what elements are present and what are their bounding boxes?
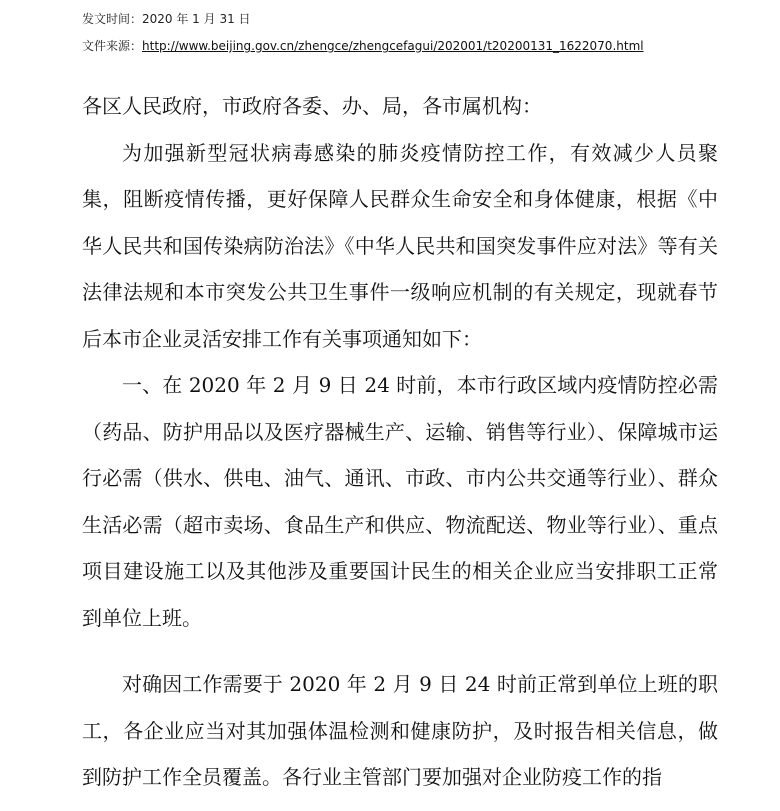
paragraph-intro: 为加强新型冠状病毒感染的肺炎疫情防控工作，有效减少人员聚集，阻断疫情传播，更好保障人民群众生命安全和身体健康，根据《中华人民共和国传染病防治法》《中华人民共和国突发事件应对法》等有关法律法规和本市突发公共卫生事件一级响应机制的有关规定，现就春节后本市企业灵活安排工作有关事项通知如下： [82, 140, 718, 351]
source-link[interactable]: http://www.beijing.gov.cn/zhengce/zhengcefagui/202001/t20200131_1622070.html [142, 39, 644, 53]
source-label: 文件来源： [82, 39, 143, 53]
source-line [82, 39, 644, 53]
publish-date-label: 发文时间： [82, 12, 143, 26]
paragraph-item-one: 一、在 2020 年 2 月 9 日 24 时前，本市行政区域内疫情防控必需（药品、防护用品以及医疗器械生产、运输、销售等行业）、保障城市运行必需（供水、供电、油气、通讯、市政、市内公共交通等行业）、群众生活必需（超市卖场、食品生产和供应、物流配送、物业等行业）、重点项目建设施工以及其他涉及重要国计民生的相关企业应当安排职工正常到单位上班。 [82, 373, 718, 630]
document-body [82, 83, 718, 801]
paragraph-employee-protection: 对确因工作需要于 2020 年 2 月 9 日 24 时前正常到单位上班的职工，各企业应当对其加强体温检测和健康防护，及时报告相关信息，做到防护工作全员覆盖。各行业主管部门要加强对企业防疫工作的指 [82, 672, 718, 789]
publish-date-line [82, 12, 251, 26]
publish-date-value: 2020 年 1 月 31 日 [142, 12, 251, 26]
salutation: 各区人民政府，市政府各委、办、局，各市属机构： [82, 94, 542, 118]
